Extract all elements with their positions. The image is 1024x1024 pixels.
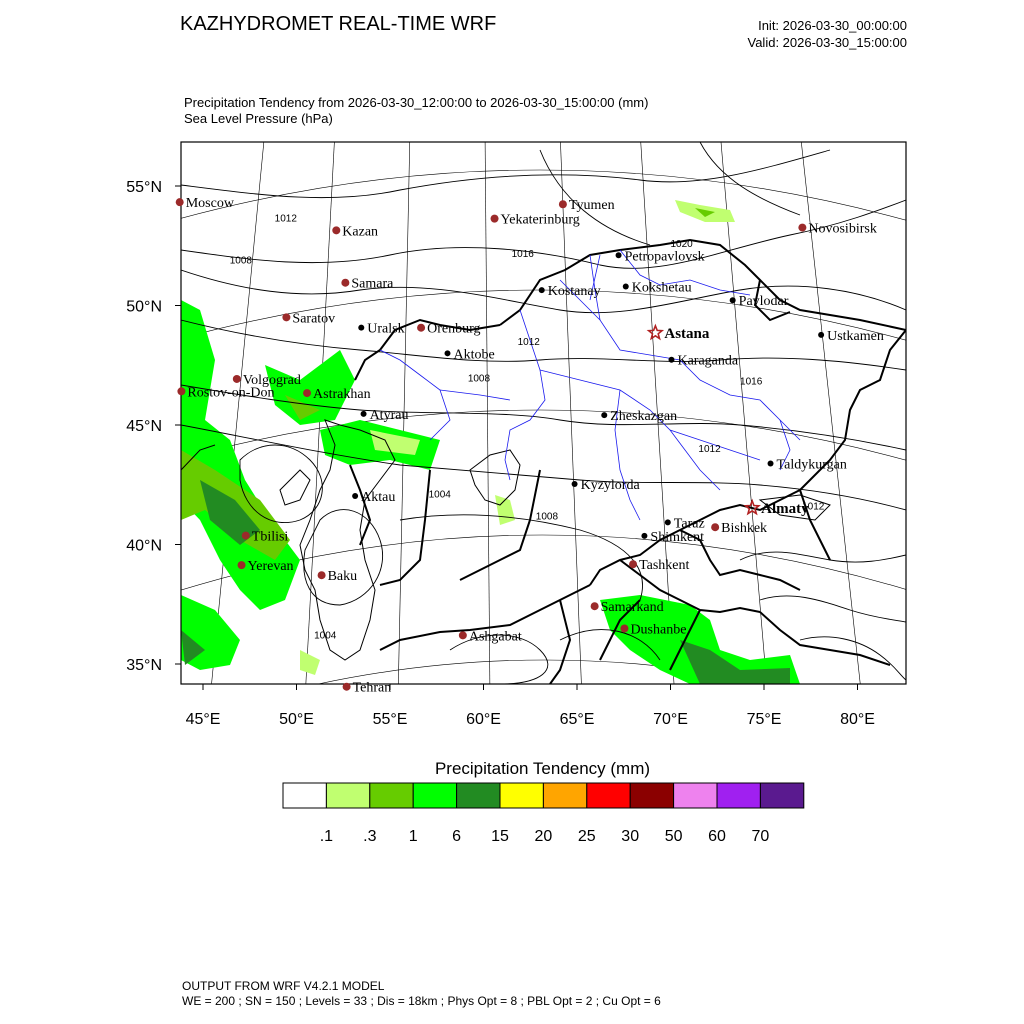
city-ustkamen [818, 329, 884, 344]
subtitle-precip: Precipitation Tendency from 2026-03-30_12:00:00 to 2026-03-30_15:00:00 (mm) [184, 95, 649, 110]
colorbar-box [457, 783, 500, 808]
city-dot-icon [352, 493, 358, 499]
city-label: Tashkent [639, 558, 690, 574]
colorbar-label: 20 [534, 828, 553, 845]
colorbar-label: 15 [491, 828, 509, 845]
city-label: Rostov-on-Don [187, 385, 275, 401]
city-dot-icon [176, 198, 184, 206]
city-label: Kokshetau [631, 280, 692, 296]
city-dot-icon [242, 532, 250, 540]
footer-model: OUTPUT FROM WRF V4.2.1 MODEL [182, 979, 385, 993]
city-dot-icon [282, 313, 290, 321]
city-dot-icon [601, 412, 607, 418]
city-dot-icon [768, 461, 774, 467]
city-label: Atyrau [369, 407, 409, 423]
city-dot-icon [730, 297, 736, 303]
colorbar-box [500, 783, 543, 808]
city-label: Karaganda [677, 353, 739, 369]
subtitle-slp: Sea Level Pressure (hPa) [184, 111, 333, 126]
city-novosibirsk [798, 222, 876, 237]
colorbar-box [717, 783, 760, 808]
colorbar-label: 25 [577, 828, 596, 845]
city-label: Kostanay [547, 284, 601, 300]
city-label: Almaty [761, 500, 809, 517]
city-dot-icon [539, 287, 545, 293]
colorbar-box [674, 783, 717, 808]
init-time: Init: 2026-03-30_00:00:00 [758, 18, 907, 33]
city-kostanay [539, 284, 601, 299]
city-label: Yekaterinburg [500, 212, 580, 228]
lon-tick-label: 55°E [372, 711, 408, 728]
city-label: Astana [664, 325, 710, 342]
isobar-label: 1008 [467, 373, 491, 385]
city-label: Ashgabat [468, 629, 522, 645]
city-label: Kyzylorda [580, 477, 640, 493]
city-label: Taldykurgan [776, 457, 847, 473]
lon-tick-label: 70°E [653, 711, 688, 728]
city-dot-icon [303, 389, 311, 397]
lon-tick-label: 60°E [466, 711, 501, 728]
colorbar-title: Precipitation Tendency (mm) [434, 759, 651, 778]
city-dot-icon [818, 332, 824, 338]
isobar-label: 1008 [535, 511, 559, 523]
city-label: Orenburg [427, 321, 481, 337]
colorbar-label: 70 [751, 828, 770, 845]
city-label: Volgograd [242, 372, 301, 388]
city-petropavlovsk [616, 249, 705, 264]
city-dot-icon [591, 602, 599, 610]
city-orenburg [417, 322, 480, 337]
city-dushanbe [620, 623, 686, 638]
city-dot-icon [361, 411, 367, 417]
city-label: Novosibirsk [808, 221, 877, 237]
lat-tick-label: 55°N [126, 179, 162, 196]
colorbar-box [283, 783, 326, 808]
city-kokshetau [623, 281, 692, 296]
city-label: Taraz [673, 516, 705, 532]
isobar-label: 1012 [274, 213, 297, 225]
colorbar-label: 6 [452, 828, 462, 845]
city-dot-icon [459, 631, 467, 639]
city-dot-icon [491, 215, 499, 223]
city-label: Aktau [361, 490, 396, 506]
city-label: Kazan [342, 224, 379, 240]
city-label: Uralsk [367, 321, 405, 337]
colorbar-label: 1 [408, 828, 418, 845]
city-label: Zheskazgan [610, 409, 678, 425]
city-label: Baku [327, 569, 358, 585]
colorbar-box [543, 783, 586, 808]
isobar-label: 1016 [511, 248, 534, 260]
isobar-label: 1012 [802, 501, 825, 513]
city-dot-icon [623, 284, 629, 290]
city-label: Aktobe [453, 347, 495, 363]
city-dot-icon [559, 200, 567, 208]
colorbar-label: 50 [664, 828, 683, 845]
city-label: Moscow [185, 196, 234, 212]
city-yekaterinburg [491, 213, 580, 228]
city-shimkent [641, 530, 704, 545]
isobar-label: 1008 [229, 255, 253, 267]
city-label: Samarkand [600, 600, 664, 616]
colorbar-label: 30 [621, 828, 640, 845]
city-dot-icon [665, 519, 671, 525]
main-title: KAZHYDROMET REAL-TIME WRF [180, 13, 497, 35]
city-label: Bishkek [721, 521, 768, 537]
city-dot-icon [668, 357, 674, 363]
colorbar-box [413, 783, 456, 808]
city-dot-icon [358, 325, 364, 331]
lat-tick-label: 50°N [126, 298, 162, 316]
city-label: Samara [351, 276, 394, 292]
lon-tick-label: 50°E [279, 711, 314, 728]
lon-tick-label: 65°E [559, 711, 595, 728]
city-dot-icon [233, 375, 241, 383]
city-dot-icon [711, 523, 719, 531]
city-label: Dushanbe [630, 622, 687, 638]
city-zheskazgan [601, 409, 677, 424]
colorbar-box [760, 783, 803, 808]
city-label: Tbilisi [251, 529, 289, 545]
city-taldykurgan [768, 458, 847, 473]
city-dot-icon [341, 279, 349, 287]
city-pavlodar [730, 294, 789, 309]
isobar-label: 1016 [740, 376, 763, 388]
lon-tick-label: 80°E [840, 711, 875, 728]
city-dot-icon [177, 387, 185, 395]
city-astrakhan [303, 387, 371, 402]
lon-tick-label: 45°E [185, 711, 221, 728]
city-dot-icon [445, 350, 451, 356]
colorbar [0, 775, 1024, 855]
city-dot-icon [332, 226, 340, 234]
city-dot-icon [641, 533, 647, 539]
city-label: Shimkent [650, 529, 705, 545]
colorbar-box [326, 783, 369, 808]
city-label: Tehran [352, 680, 392, 696]
lon-tick-label: 75°E [746, 711, 782, 728]
colorbar-box [587, 783, 630, 808]
isobar-label: 1012 [698, 443, 721, 455]
colorbar-box [630, 783, 673, 808]
city-kyzylorda [572, 478, 641, 493]
city-rostov-on-don [177, 385, 274, 400]
isobar-label: 1012 [517, 337, 540, 349]
colorbar-label: 60 [708, 828, 726, 845]
isobar-label: 1004 [314, 630, 337, 642]
city-dot-icon [572, 481, 578, 487]
city-dot-icon [343, 683, 351, 691]
city-samarkand [591, 600, 664, 615]
isobar-label: 1004 [428, 489, 451, 501]
colorbar-label: .1 [319, 828, 334, 845]
city-dot-icon [616, 252, 622, 258]
lat-tick-label: 40°N [126, 537, 162, 555]
colorbar-labels [320, 828, 770, 845]
city-ashgabat [459, 629, 522, 644]
isobar-label: 1020 [670, 239, 693, 251]
city-label: Tyumen [568, 198, 615, 214]
city-dot-icon [629, 560, 637, 568]
city-label: Yerevan [247, 559, 294, 575]
city-tashkent [629, 558, 689, 573]
colorbar-box [370, 783, 413, 808]
footer-config: WE = 200 ; SN = 150 ; Levels = 33 ; Dis = 18km ; Phys Opt = 8 ; PBL Opt = 2 ; Cu Opt = 6 [182, 994, 661, 1008]
city-dot-icon [798, 224, 806, 232]
city-label: Pavlodar [738, 294, 789, 310]
valid-time: Valid: 2026-03-30_15:00:00 [747, 35, 907, 50]
city-dot-icon [417, 324, 425, 332]
city-karaganda [668, 354, 738, 369]
colorbar-label: .3 [363, 828, 377, 845]
city-label: Saratov [292, 311, 336, 327]
city-dot-icon [238, 561, 246, 569]
colorbar-boxes [283, 783, 804, 808]
city-label: Petropavlovsk [624, 249, 705, 265]
lat-tick-label: 45°N [126, 418, 162, 435]
city-label: Ustkamen [827, 328, 884, 344]
city-label: Astrakhan [313, 387, 371, 403]
city-dot-icon [318, 571, 326, 579]
lat-tick-label: 35°N [126, 657, 162, 674]
city-dot-icon [620, 625, 628, 633]
